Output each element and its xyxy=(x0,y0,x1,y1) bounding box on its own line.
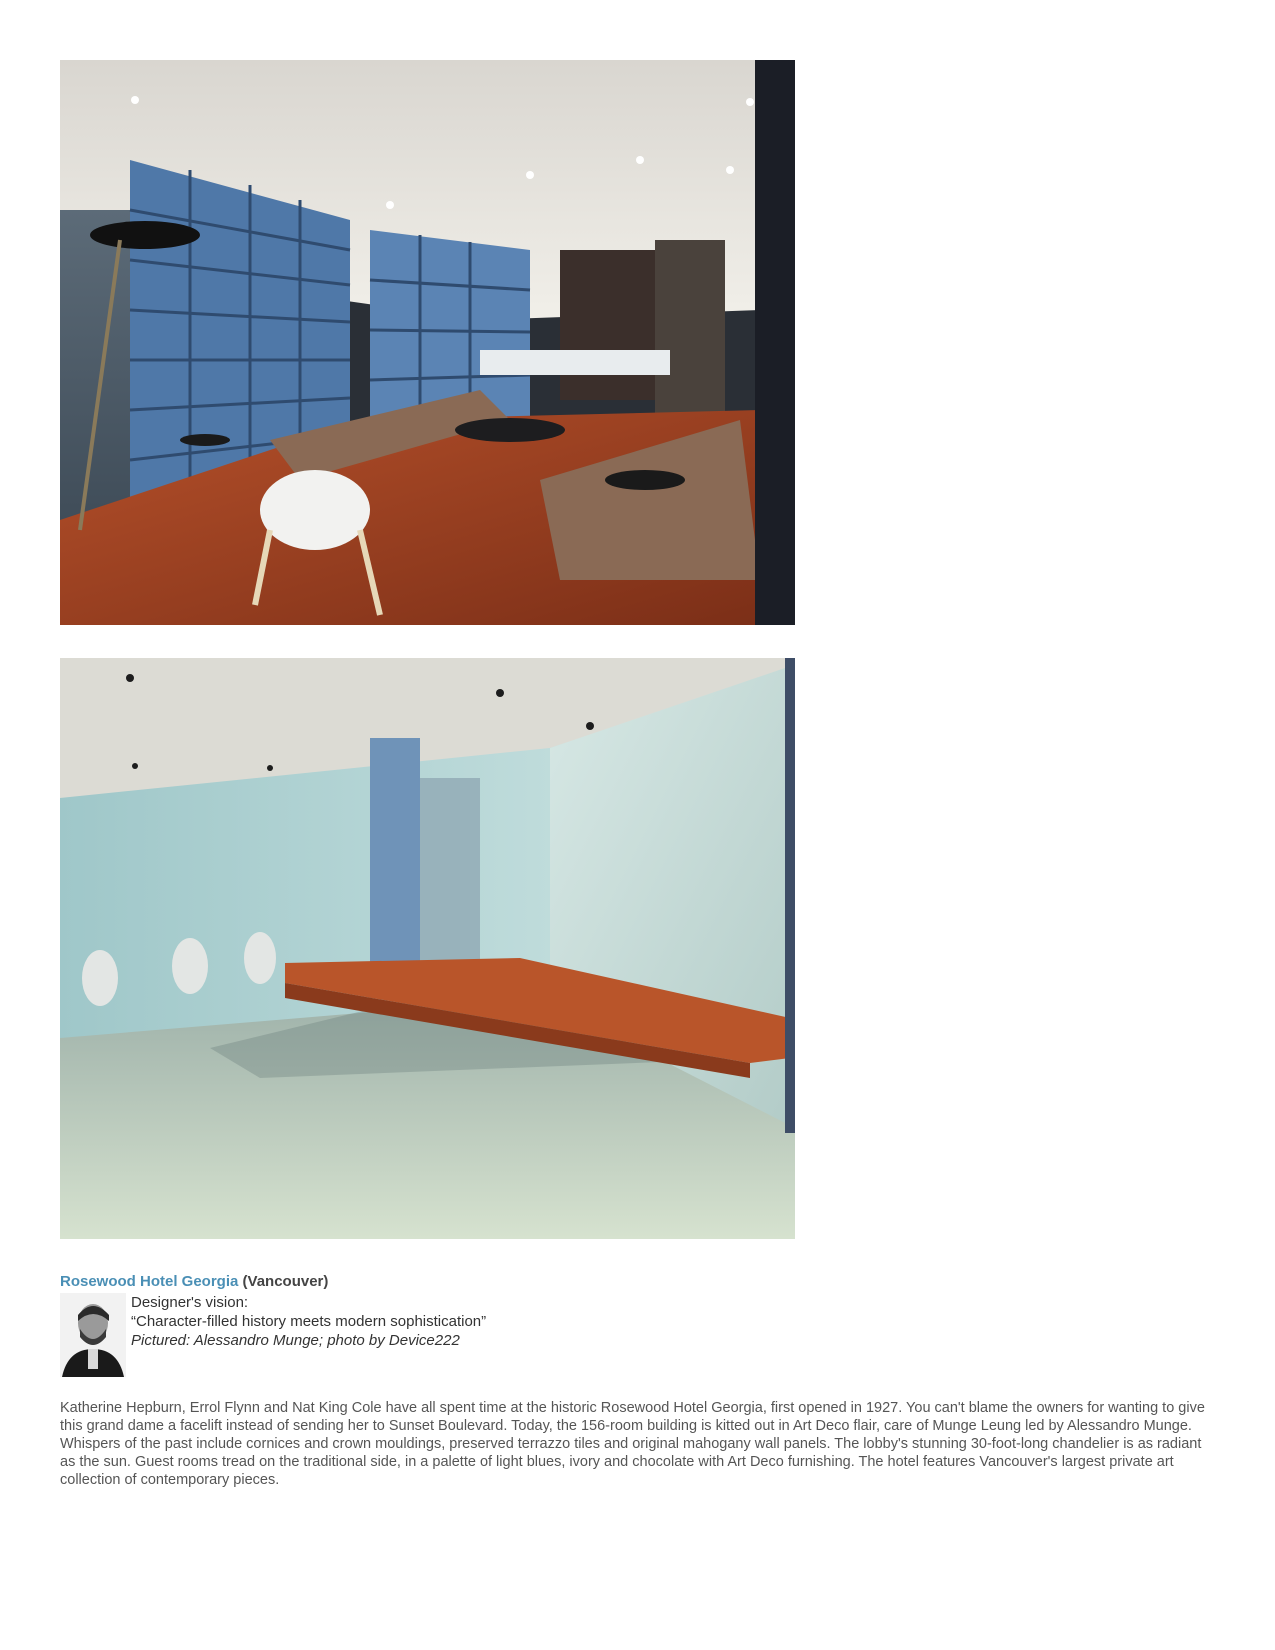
photo-caption: Pictured: Alessandro Munge; photo by Device222 xyxy=(131,1332,460,1349)
lounge-photo xyxy=(60,60,795,625)
designer-portrait xyxy=(60,1293,126,1377)
designer-info xyxy=(131,1293,486,1350)
hotel-description: Katherine Hepburn, Errol Flynn and Nat King Cole have all spent time at the historic Rosewood Hotel Georgia, first opened in 1927. You can't blame the owners for wanting to give this grand dame a facelift instead of sending her to Sunset Boulevard. Today, the 156-room building is kitted out in Art Deco flair, care of Munge Leung led by Alessandro Munge. Whispers of the past include cornices and crown mouldings, preserved terrazzo tiles and original mahogany wall panels. The lobby's stunning 30-foot-long chandelier is as radiant as the sun. Guest rooms tread on the traditional side, in a palette of light blues, ivory and chocolate with Art Deco furnishing. The hotel features Vancouver's largest private art collection of contemporary pieces. xyxy=(60,1400,1205,1488)
lounge-photo-illustration xyxy=(60,60,795,625)
designer-label: Designer's vision: xyxy=(131,1294,249,1311)
designer-block xyxy=(60,1293,1220,1377)
hotel-name-link[interactable]: Rosewood Hotel Georgia xyxy=(60,1273,239,1290)
hotel-entry xyxy=(60,1273,1220,1504)
designer-quote: “Character-filled history meets modern sophistication” xyxy=(131,1313,487,1330)
lobby-photo xyxy=(60,658,795,1239)
lobby-photo-illustration xyxy=(60,658,795,1239)
hotel-city: (Vancouver) xyxy=(242,1273,329,1290)
designer-portrait-illustration xyxy=(60,1293,126,1377)
entry-heading xyxy=(60,1273,1220,1291)
